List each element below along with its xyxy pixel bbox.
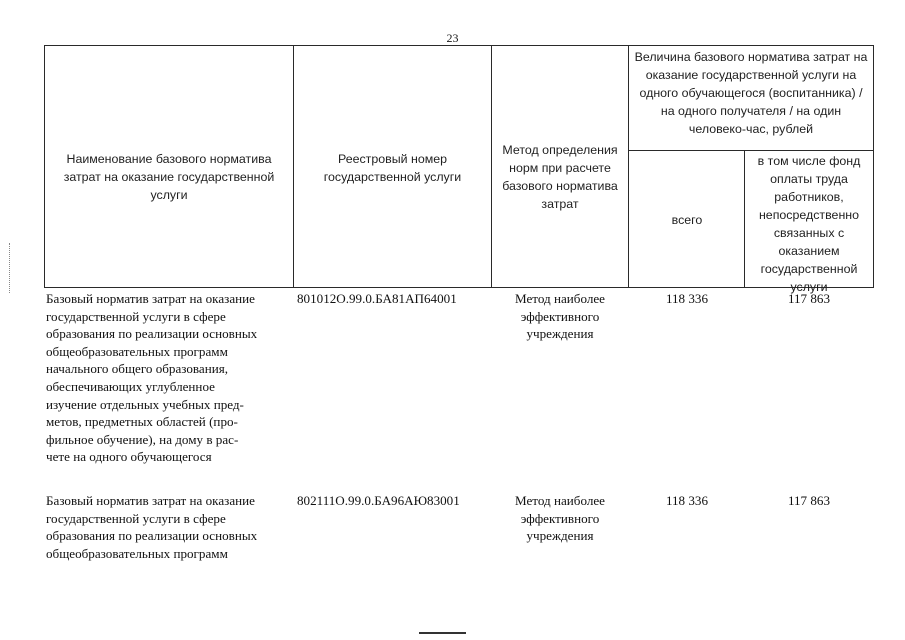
header-value-group: Величина базового норматива затрат на оказание государственной услуги на одного обучающегося (воспитанника) / на одного получателя / на один человеко-час, рублей	[634, 50, 868, 136]
row-2-method: Метод наиболее эффективного учреждения	[515, 493, 605, 544]
row-1-labor: 117 863	[787, 291, 831, 306]
table-row-line: начального общего образования,	[46, 361, 229, 377]
header-registry: Реестровый номер государственной услуги	[323, 152, 462, 184]
table-row-line: изучение отдельных учебных пред-	[46, 396, 244, 412]
table-row-line: образования по реализации основных	[46, 528, 258, 544]
row-2-registry: 802111О.99.0.БА96АЮ83001	[297, 493, 460, 508]
page-number: 23	[446, 31, 459, 45]
row-1-registry: 801012О.99.0.БА81АП64001	[297, 291, 457, 306]
row-1-name	[46, 290, 291, 466]
header-including-labor: в том числе фонд оплаты труда работников, непосредственно связанных с оказанием государственной услуги	[757, 154, 861, 294]
row-1-total: 118 336	[665, 291, 709, 306]
row-2-total: 118 336	[665, 493, 709, 508]
header-method: Метод определения норм при расчете базового норматива затрат	[502, 143, 618, 211]
table-row-line: фильное обучение), на дому в рас-	[46, 431, 239, 447]
scan-artifact	[9, 243, 12, 293]
table-row-line: общеобразовательных программ	[46, 343, 228, 359]
table-row-line: чете на одного обучающегося	[46, 449, 212, 465]
table-row-line: государственной услуги в сфере	[46, 308, 226, 324]
row-2-name	[46, 492, 291, 562]
table-row-line: метов, предметных областей (про-	[46, 414, 238, 430]
table-row-line: Базовый норматив затрат на оказание	[46, 493, 255, 508]
table-row-line: обеспечивающих углубленное	[46, 378, 215, 394]
row-2-labor: 117 863	[787, 493, 831, 508]
table-row-line: Базовый норматив затрат на оказание	[46, 291, 255, 306]
table-row-line: общеобразовательных программ	[46, 545, 228, 561]
table-row-line: государственной услуги в сфере	[46, 510, 226, 526]
header-total: всего	[671, 213, 703, 227]
header-name: Наименование базового норматива затрат на оказание государственной услуги	[63, 152, 275, 202]
row-1-method: Метод наиболее эффективного учреждения	[515, 291, 605, 342]
table-row-line: образования по реализации основных	[46, 326, 258, 342]
bottom-rule	[419, 632, 466, 634]
